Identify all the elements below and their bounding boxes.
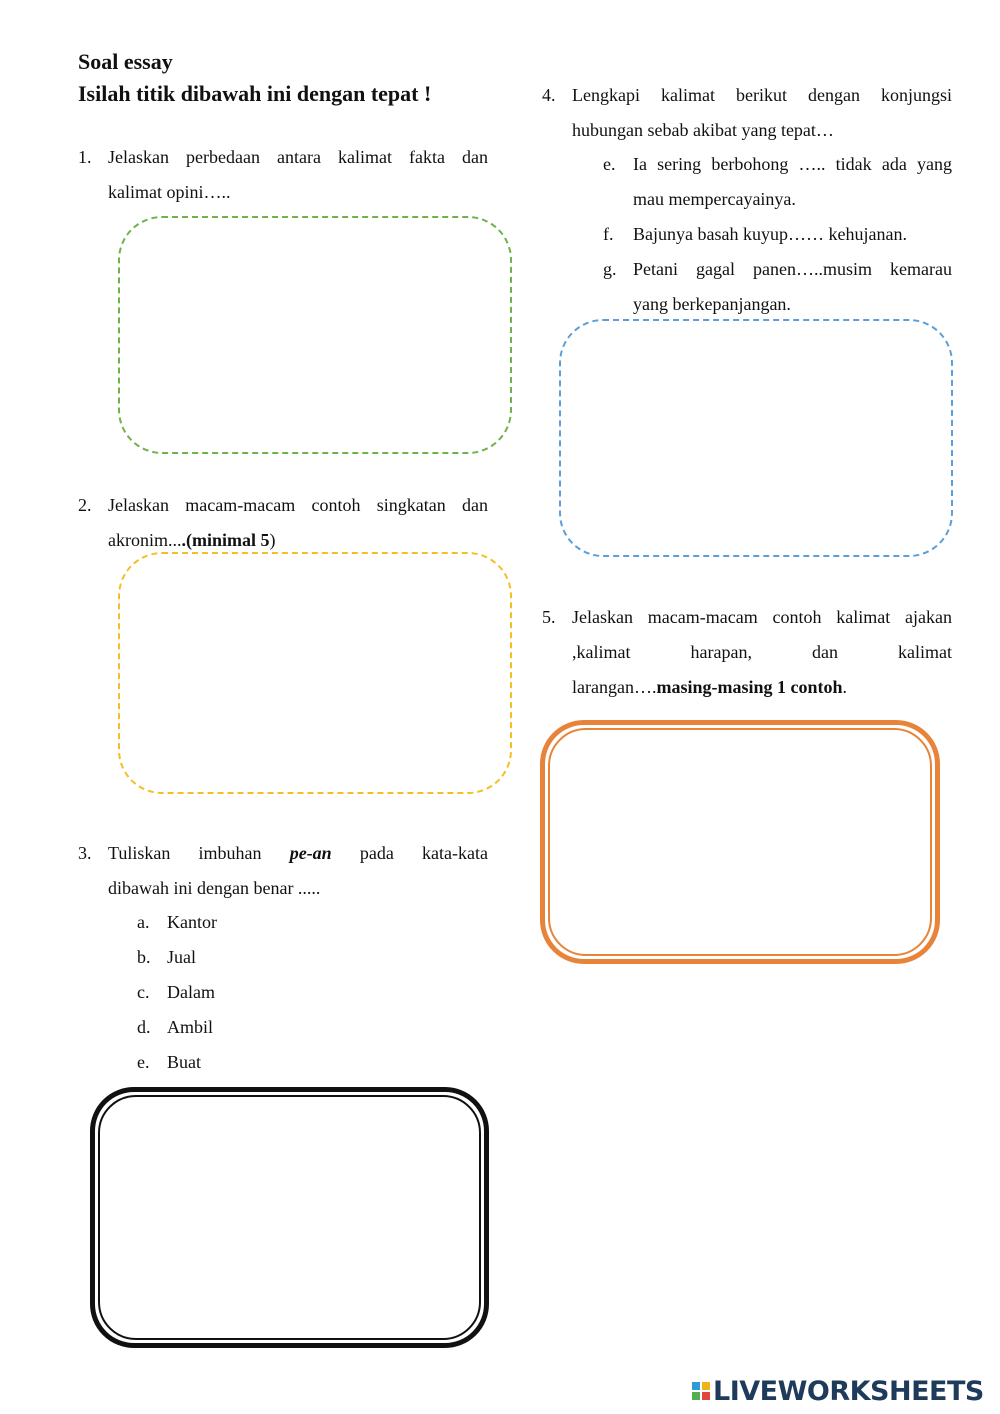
question-number: 3. xyxy=(78,843,92,863)
list-line: yang berkepanjangan. xyxy=(633,294,791,314)
list-item xyxy=(137,940,217,975)
question-number: 2. xyxy=(78,495,92,515)
list-label: Kantor xyxy=(167,912,217,932)
list-letter: a. xyxy=(137,912,150,932)
answer-box-2[interactable] xyxy=(118,552,512,794)
list-letter: e. xyxy=(137,1052,150,1072)
list-line: Petani gagal panen…..musim kemarau xyxy=(633,259,952,279)
list-letter: g. xyxy=(603,259,617,279)
question-text-continued: ,kalimat harapan, dan kalimat xyxy=(572,642,952,662)
logo-text: LIVEWORKSHEETS xyxy=(713,1375,984,1407)
question-number: 4. xyxy=(542,85,556,105)
list-label: Buat xyxy=(167,1052,201,1072)
list-letter: d. xyxy=(137,1017,151,1037)
word-list xyxy=(137,905,217,1080)
answer-box-5[interactable] xyxy=(540,720,940,964)
list-label: Jual xyxy=(167,947,196,967)
question-text-continued: hubungan sebab akibat yang tepat… xyxy=(572,120,834,140)
question-2 xyxy=(78,488,488,558)
question-text-part: larangan…. xyxy=(572,677,657,697)
question-number: 1. xyxy=(78,147,92,167)
worksheet-title: Soal essay xyxy=(78,49,173,74)
question-text xyxy=(108,836,488,871)
question-text-continued xyxy=(572,670,952,705)
question-text-part: ) xyxy=(269,530,276,550)
question-5 xyxy=(542,600,952,705)
question-emphasis: masing-masing 1 contoh xyxy=(656,677,843,697)
question-emphasis: .(minimal 5 xyxy=(181,530,270,550)
question-text-part: Tuliskan imbuhan xyxy=(108,843,290,863)
question-4 xyxy=(542,78,952,148)
question-text: Jelaskan macam-macam contoh kalimat ajakan xyxy=(572,607,952,627)
list-label: Ambil xyxy=(167,1017,214,1037)
question-1 xyxy=(78,140,488,210)
question-text-part: akronim... xyxy=(108,530,182,550)
logo-square-icon xyxy=(702,1392,710,1400)
answer-box-1[interactable] xyxy=(118,216,512,454)
list-item xyxy=(137,1045,217,1080)
question-text: Jelaskan macam-macam contoh singkatan dan xyxy=(108,495,488,515)
liveworksheets-logo xyxy=(692,1374,984,1408)
question-3 xyxy=(78,836,488,906)
logo-mark-icon xyxy=(692,1382,710,1400)
answer-box-4[interactable] xyxy=(559,319,953,557)
list-item xyxy=(137,905,217,940)
worksheet-instruction: Isilah titik dibawah ini dengan tepat ! xyxy=(78,81,432,106)
list-item xyxy=(137,1010,217,1045)
list-letter: f. xyxy=(603,224,614,244)
question-text-part: . xyxy=(842,677,847,697)
sentence-list xyxy=(603,147,952,322)
answer-box-3[interactable] xyxy=(90,1087,489,1348)
list-label: Dalam xyxy=(167,982,215,1002)
list-letter: e. xyxy=(603,154,616,174)
list-line: Ia sering berbohong ….. tidak ada yang xyxy=(633,154,952,174)
list-letter: c. xyxy=(137,982,150,1002)
logo-square-icon xyxy=(702,1382,710,1390)
question-text-continued: dibawah ini dengan benar ..... xyxy=(108,878,321,898)
list-item xyxy=(603,252,952,322)
list-line: Bajunya basah kuyup…… kehujanan. xyxy=(633,224,907,244)
question-text-part: pada kata-kata xyxy=(331,843,488,863)
question-emphasis: pe-an xyxy=(289,843,332,863)
list-line: mau mempercayainya. xyxy=(633,189,796,209)
question-text-continued: kalimat opini….. xyxy=(108,182,231,202)
question-number: 5. xyxy=(542,607,556,627)
question-text: Jelaskan perbedaan antara kalimat fakta dan xyxy=(108,147,488,167)
list-item xyxy=(603,217,952,252)
list-item xyxy=(137,975,217,1010)
logo-square-icon xyxy=(692,1392,700,1400)
list-letter: b. xyxy=(137,947,151,967)
logo-square-icon xyxy=(692,1382,700,1390)
list-item xyxy=(603,147,952,217)
question-text: Lengkapi kalimat berikut dengan konjungsi xyxy=(572,85,952,105)
